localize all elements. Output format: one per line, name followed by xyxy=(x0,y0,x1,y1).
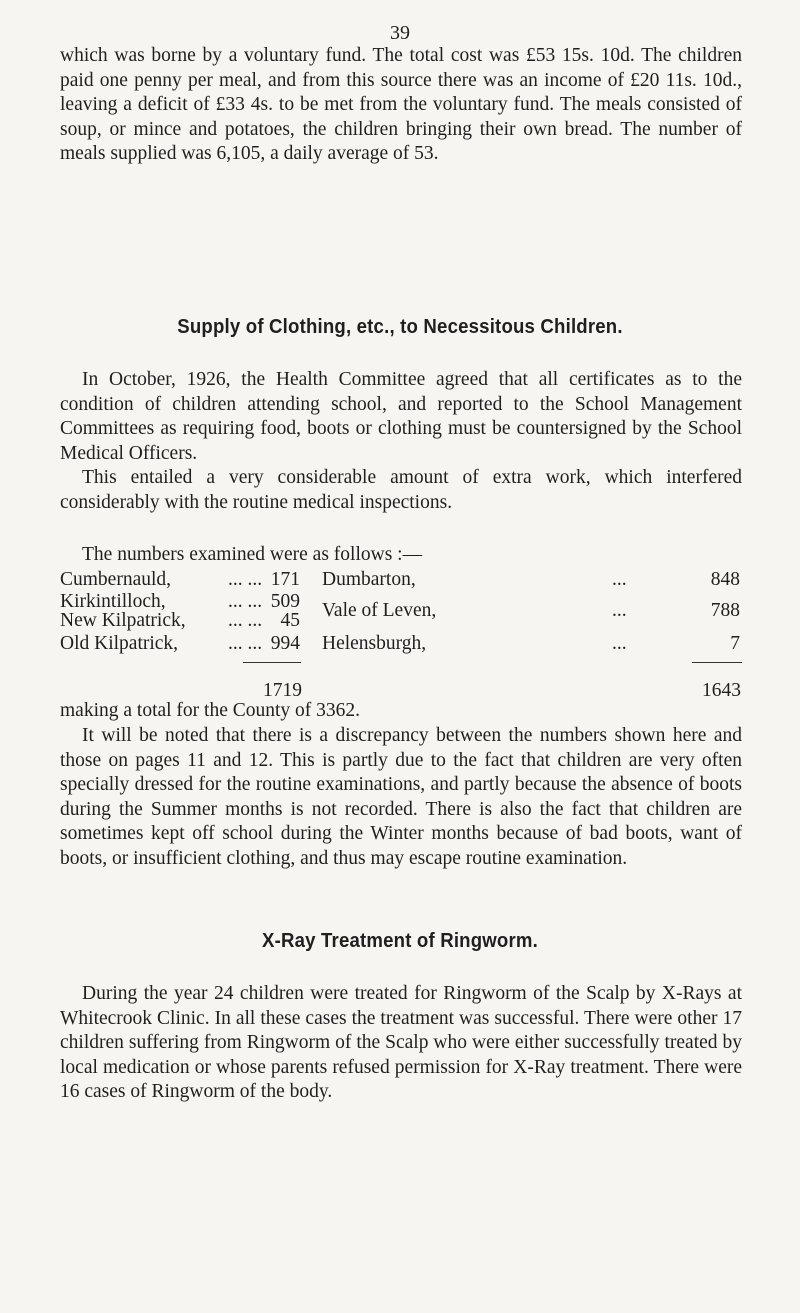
right-row-dots: ... xyxy=(612,633,627,654)
left-row-name: Kirkintilloch, xyxy=(60,591,166,612)
county-total-line: making a total for the County of 3362. xyxy=(60,700,361,721)
right-row-name: Vale of Leven, xyxy=(322,600,437,621)
right-row-value: 7 xyxy=(730,633,740,654)
left-row-dots: ... ... xyxy=(228,591,263,612)
right-row-value: 848 xyxy=(710,569,740,590)
xray-paragraph: During the year 24 children were treated for Ringworm of the Scalp by X-Rays at Whitecrook Clinic. In all these cases the treatment was successful. There were other 17 children suffering from Ringworm of the Scalp who were either successfully treated by local medication or whose parents refused permission for X-Ray treatment. There were 16 cases of Ringworm of the body. xyxy=(60,983,742,1103)
right-row-dots: ... xyxy=(612,600,627,621)
left-total: 1719 xyxy=(263,680,302,701)
right-row-value: 788 xyxy=(710,600,740,621)
clothing-paragraph-3: It will be noted that there is a discrepancy between the numbers shown here and those on pages 11 and 12. This is partly due to the fact that children are very often specially dressed for the routine examinations, and partly because the absence of boots during the Summer months is not recorded. There is also the fact that children are sometimes kept off school during the Winter months because of bad boots, want of boots, or insufficient clothing, and thus may escape routine examination. xyxy=(60,725,742,869)
left-row-name: Old Kilpatrick, xyxy=(60,633,179,654)
right-row-dots: ... xyxy=(612,569,627,590)
right-total: 1643 xyxy=(702,680,741,701)
clothing-paragraph-2: This entailed a very considerable amount of extra work, which interfered considerably with the routine medical inspections. xyxy=(60,467,742,513)
right-row-name: Helensburgh, xyxy=(322,633,427,654)
clothing-heading: Supply of Clothing, etc., to Necessitous Children. xyxy=(177,316,623,338)
intro-paragraph: which was borne by a voluntary fund. The total cost was £53 15s. 10d. The children paid one penny per meal, and from this source there was an income of £20 11s. 10d., leaving a deficit of £33 4s. to be met from the voluntary fund. The meals consisted of soup, or mince and potatoes, the children bringing their own bread. The number of meals supplied was 6,105, a daily average of 53. xyxy=(60,45,742,165)
left-row-value: 171 xyxy=(270,569,300,590)
xray-heading: X-Ray Treatment of Ringworm. xyxy=(261,930,538,952)
left-row-value: 994 xyxy=(270,633,300,654)
right-row-name: Dumbarton, xyxy=(322,569,416,590)
table-intro: The numbers examined were as follows :— xyxy=(82,544,423,565)
left-row-name: Cumbernauld, xyxy=(60,569,172,590)
left-row-name: New Kilpatrick, xyxy=(60,610,186,631)
left-row-dots: ... ... xyxy=(228,633,263,654)
left-row-value: 45 xyxy=(280,610,300,631)
left-row-value: 509 xyxy=(270,591,300,612)
right-total-rule xyxy=(692,662,742,663)
clothing-paragraph-1: In October, 1926, the Health Committee agreed that all certificates as to the condition of children attending school, and reported to the School Management Committees as requiring food, boots or clothing must be countersigned by the School Medical Officers. xyxy=(60,369,742,464)
page-number: 39 xyxy=(390,22,410,44)
left-row-dots: ... ... xyxy=(228,610,263,631)
left-row-dots: ... ... xyxy=(228,569,263,590)
left-total-rule xyxy=(243,662,301,663)
